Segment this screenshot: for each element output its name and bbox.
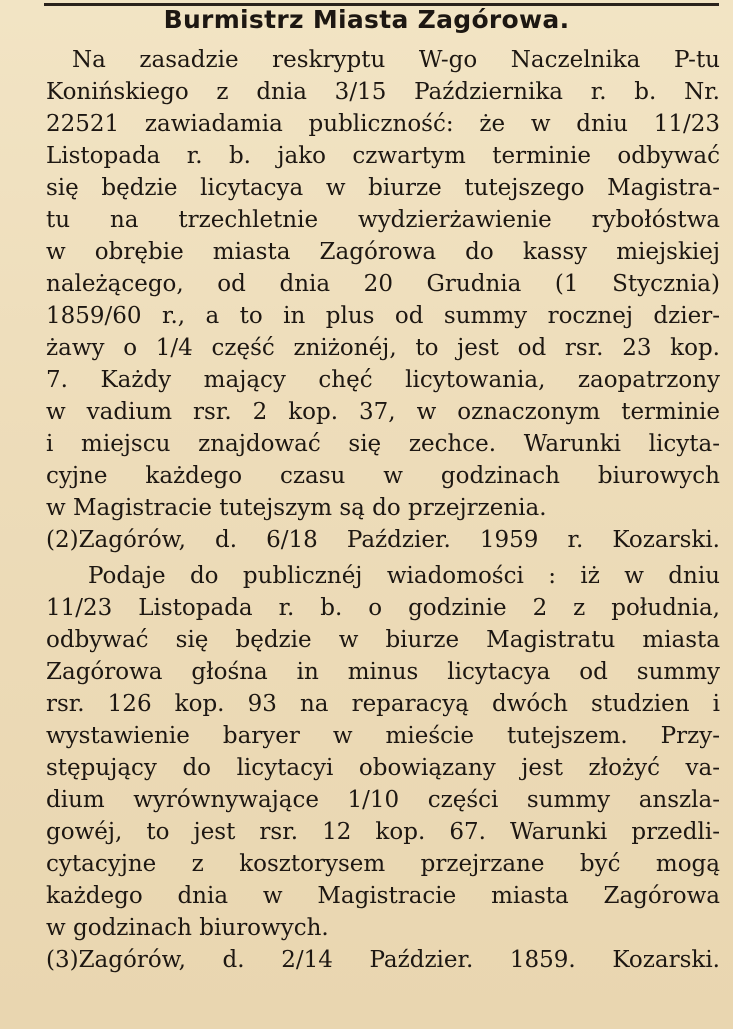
text-line: i miejscu znajdować się zechce. Warunki licyta- — [46, 431, 720, 457]
text-line: rsr. 126 kop. 93 na reparacyą dwóch studzien i — [46, 691, 720, 717]
text-line: tu na trzechletnie wydzierżawienie rybołóstwa — [46, 207, 720, 233]
text-line: w godzinach biurowych. — [46, 915, 329, 941]
text-line: stępujący do licytacyi obowiązany jest złożyć va- — [46, 755, 720, 781]
text-line: Na zasadzie reskryptu W-go Naczelnika P-tu — [72, 47, 720, 73]
text-line: cyjne każdego czasu w godzinach biurowych — [46, 463, 720, 489]
text-line: Podaje do publicznéj wiadomości : iż w dniu — [88, 563, 720, 589]
text-line: 7. Każdy mający chęć licytowania, zaopatrzony — [46, 367, 720, 393]
signature-line: (3)Zagórów, d. 2/14 Paździer. 1859. Kozarski. — [46, 947, 720, 973]
text-line: dium wyrównywające 1/10 części summy anszla- — [46, 787, 720, 813]
text-line: cytacyjne z kosztorysem przejrzane być mogą — [46, 851, 720, 877]
text-line: wystawienie baryer w mieście tutejszem. Przy- — [46, 723, 720, 749]
text-line: 22521 zawiadamia publiczność: że w dniu 11/23 — [46, 111, 720, 137]
text-line: gowéj, to jest rsr. 12 kop. 67. Warunki przedli- — [46, 819, 720, 845]
text-line: odbywać się będzie w biurze Magistratu miasta — [46, 627, 720, 653]
text-line: Zagórowa głośna in minus licytacya od summy — [46, 659, 720, 685]
text-line: należącego, od dnia 20 Grudnia (1 Stycznia) — [46, 271, 720, 297]
text-line: Konińskiego z dnia 3/15 Października r. b. Nr. — [46, 79, 720, 105]
text-line: Listopada r. b. jako czwartym terminie odbywać — [46, 143, 720, 169]
notice-title: Burmistrz Miasta Zagórowa. — [163, 5, 570, 34]
text-line: w obrębie miasta Zagórowa do kassy miejskiej — [46, 239, 720, 265]
text-line: 11/23 Listopada r. b. o godzinie 2 z południa, — [46, 595, 720, 621]
text-line: się będzie licytacya w biurze tutejszego Magistra- — [46, 175, 720, 201]
text-line: w vadium rsr. 2 kop. 37, w oznaczonym terminie — [46, 399, 720, 425]
text-line: w Magistracie tutejszym są do przejrzenia. — [46, 495, 547, 521]
text-line: każdego dnia w Magistracie miasta Zagórowa — [46, 883, 720, 909]
text-line: żawy o 1/4 część zniżonéj, to jest od rsr. 23 kop. — [46, 335, 720, 361]
text-line: 1859/60 r., a to in plus od summy rocznej dzier- — [46, 303, 720, 329]
signature-line: (2)Zagórów, d. 6/18 Paździer. 1959 r. Kozarski. — [46, 527, 720, 553]
